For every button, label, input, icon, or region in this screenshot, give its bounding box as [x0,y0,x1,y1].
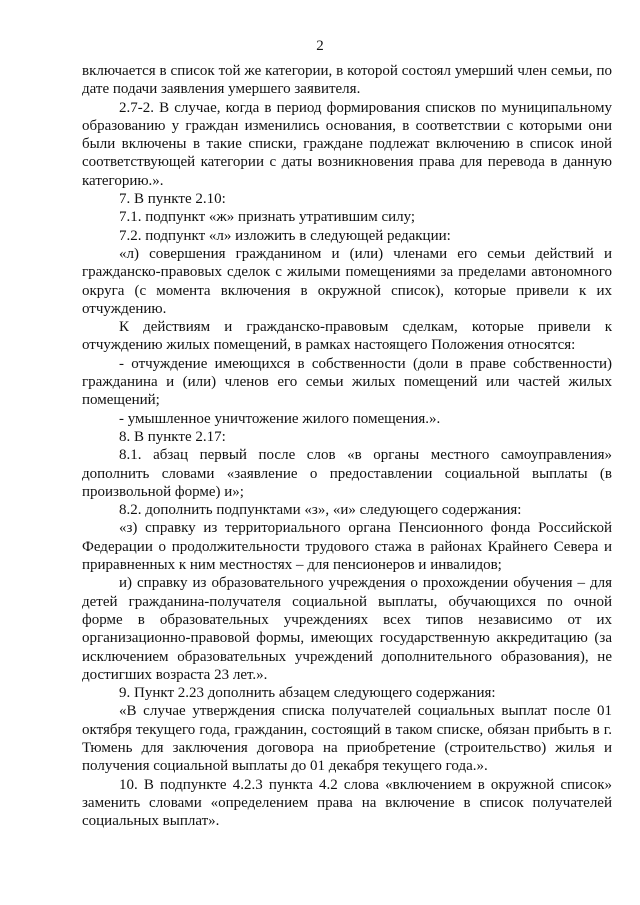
paragraph: 8.1. абзац первый после слов «в органы местного самоуправления» дополнить словами «заявление о предоставлении социальной выплаты (в произвольной форме) и»; [82,447,612,500]
paragraph: «з) справку из территориального органа Пенсионного фонда Российской Федерации о продолжительности трудового стажа в районах Крайнего Севера и приравненных к ним местностях – для пенсионеров и инвалидов; [82,520,612,574]
paragraph: «В случае утверждения списка получателей социальных выплат после 01 октября текущего года, гражданин, состоящий в таком списке, обязан прибыть в г. Тюмень для заключения договора на приобретение (строительство) жилья и получения социальной выплаты до 01 декабря текущего года.». [82,703,612,775]
paragraph: включается в список той же категории, в которой состоял умерший член семьи, по дате подачи заявления умершего заявителя. [82,63,612,98]
paragraph: 9. Пункт 2.23 дополнить абзацем следующего содержания: [119,685,496,702]
paragraph: «л) совершения гражданином и (или) членами его семьи действий и гражданско-правовых сделок с жилыми помещениями за пределами автономного округа (с момента включения в окружной список), которые привели к их отчуждению. [82,245,612,317]
paragraph: 8.2. дополнить подпунктами «з», «и» следующего содержания: [119,502,522,519]
paragraph: 10. В подпункте 4.2.3 пункта 4.2 слова «включением в окружной список» заменить словами «определением права на включение в список получателей социальных выплат». [82,776,612,830]
paragraph: - отчуждение имеющихся в собственности (доли в праве собственности) гражданина и (или) членов его семьи жилых помещений или частей жилых помещений; [82,355,612,409]
document-body [82,62,612,830]
page-number: 2 [316,38,324,54]
paragraph: К действиям и гражданско-правовым сделкам, которые привели к отчуждению жилых помещений, в рамках настоящего Положения относятся: [82,319,612,354]
paragraph: 7.2. подпункт «л» изложить в следующей редакции: [119,227,451,244]
paragraph: и) справку из образовательного учреждения о прохождении обучения – для детей гражданина-получателя социальной выплаты, обучающихся по очной форме в образовательных учреждениях всех типов независимо от их организационно-правовой формы, имеющих государственную аккредитацию (за исключением образовательных учреждений дополнительного образования), не достигших возраста 23 лет.». [82,575,612,683]
paragraph: - умышленное уничтожение жилого помещения.». [119,410,441,427]
paragraph: 7.1. подпункт «ж» признать утратившим силу; [119,209,416,226]
paragraph: 2.7-2. В случае, когда в период формирования списков по муниципальному образованию у граждан изменились основания, в соответствии с которыми они были включены в такие списки, граждане подлежат включению в список иной соответствующей категории с даты возникновения права для перевода в данную категорию.». [82,99,612,189]
paragraph: 7. В пункте 2.10: [119,191,226,208]
paragraph: 8. В пункте 2.17: [119,428,226,445]
